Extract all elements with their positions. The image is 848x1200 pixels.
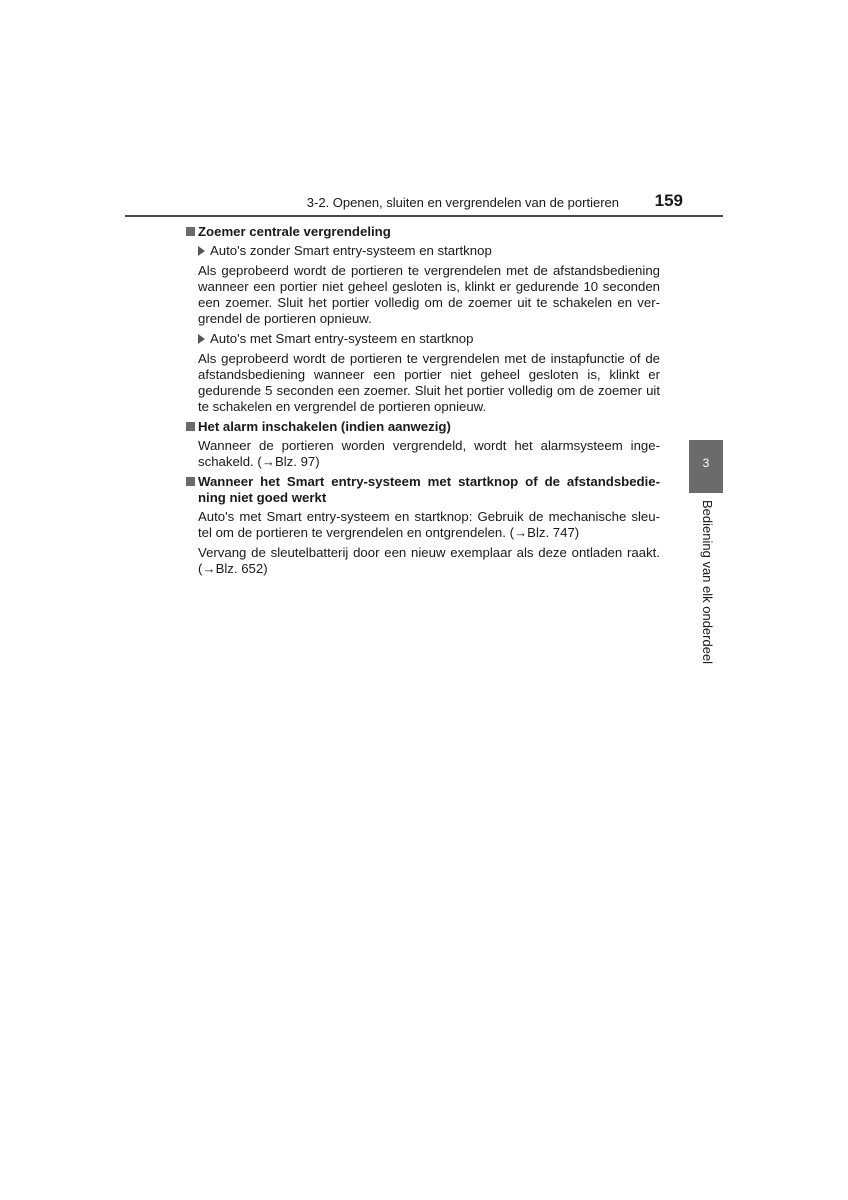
paragraph: Als geprobeerd wordt de portieren te vergrendelen met de instapfunctie of de afstandsbediening wanneer een portier niet geheel gesloten is, klinkt er gedurende 5 seconden een zoemer. Sluit het portier volledig om de zoemer uit te schakelen en vergrendel de portieren opnieuw. (198, 351, 660, 414)
triangle-bullet-icon (198, 334, 205, 344)
subheading-text: Auto's met Smart entry-systeem en startknop (210, 331, 474, 346)
triangle-bullet-icon (198, 246, 205, 256)
square-bullet-icon (186, 227, 195, 236)
chapter-label: Bediening van elk onderdeel (700, 500, 715, 665)
heading-smart-entry-failure (186, 474, 660, 506)
page-number: 159 (654, 191, 683, 210)
square-bullet-icon (186, 422, 195, 431)
heading-alarm (186, 419, 660, 435)
section-title: 3-2. Openen, sluiten en vergrendelen van de portieren (306, 195, 619, 210)
subheading-text: Auto's zonder Smart entry-systeem en startknop (210, 243, 492, 258)
page-header (125, 190, 723, 218)
header-divider (125, 215, 723, 217)
heading-text: Wanneer het Smart entry-systeem met startknop of de afstandsbedie-ning niet goed werkt (198, 474, 660, 505)
paragraph: Wanneer de portieren worden vergrendeld, wordt het alarmsysteem inge-schakeld. (→Blz. 97) (198, 438, 660, 469)
paragraph: Auto's met Smart entry-systeem en startknop: Gebruik de mechanische sleu-tel om de portieren te vergrendelen en ontgrendelen. (→Blz. 747) (198, 509, 660, 540)
paragraph: Vervang de sleutelbatterij door een nieuw exemplaar als deze ontladen raakt. (→Blz. 652) (198, 545, 660, 576)
subheading-without-smart-entry (186, 243, 660, 259)
heading-zoemer (186, 224, 660, 240)
heading-text: Het alarm inschakelen (indien aanwezig) (198, 419, 451, 434)
subheading-with-smart-entry (186, 331, 660, 347)
chapter-tab (689, 440, 723, 493)
page-content (186, 224, 660, 581)
square-bullet-icon (186, 477, 195, 486)
chapter-number: 3 (702, 456, 710, 470)
heading-text: Zoemer centrale vergrendeling (198, 224, 391, 239)
paragraph: Als geprobeerd wordt de portieren te vergrendelen met de afstandsbediening wanneer een portier niet geheel gesloten is, klinkt er gedurende 10 seconden een zoemer. Sluit het portier volledig om de zoemer uit te schakelen en ver-grendel de portieren opnieuw. (198, 263, 660, 326)
